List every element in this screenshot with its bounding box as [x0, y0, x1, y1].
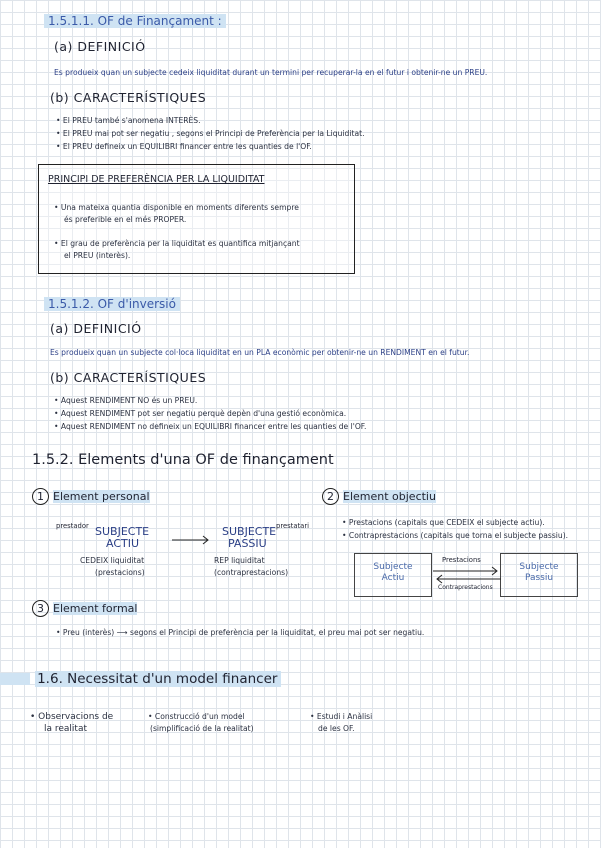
subjecte-passiu-l2: PASSIU [228, 537, 267, 550]
diagram-arrow-left [433, 574, 501, 584]
diagram-actiu-l1: Subjecte [373, 562, 413, 572]
heading-text: 1.6. Necessitat d'un model financer [35, 671, 281, 687]
diagram-subjecte-actiu [354, 553, 432, 597]
list-item: • Aquest RENDIMENT no defineix un EQUILIBRI financer entre les quanties de l'OF. [54, 422, 367, 431]
element-formal-title [32, 600, 137, 617]
number-1-badge: 1 [32, 488, 49, 505]
heading-text: 1.5.1.1. OF de Finançament : [44, 14, 226, 28]
definition-text-2: Es produeix quan un subjecte col·loca liquiditat en un PLA econòmic per obtenir-ne un RENDIMENT en el futur. [50, 348, 470, 357]
subjecte-actiu-l2: ACTIU [106, 537, 140, 550]
principle-bullet-2b: el PREU (interès). [64, 251, 131, 260]
principle-bullet-1a: • Una mateixa quantia disponible en moments diferents sempre [54, 203, 299, 212]
model-col2-l2: (simplificació de la realitat) [150, 724, 254, 733]
objectiu-bullet-1: • Prestacions (capitals que CEDEIX el subjecte actiu). [342, 518, 545, 527]
principle-title: PRINCIPI DE PREFERÈNCIA PER LA LIQUIDITAT [48, 174, 265, 185]
subheading-definicio: (a) DEFINICIÓ [54, 39, 146, 54]
prestador-label: prestador [56, 522, 89, 530]
element-personal-title [32, 488, 150, 505]
rep-l2: (contraprestacions) [214, 568, 289, 577]
section-heading-model [0, 668, 281, 687]
principle-bullet-1b: és preferible en el més PROPER. [64, 215, 187, 224]
rep-l1: REP liquiditat [214, 556, 265, 565]
section-heading-inversio [44, 297, 180, 311]
element-objectiu-label: Element objectiu [343, 490, 436, 503]
subheading-definicio-2: (a) DEFINICIÓ [50, 321, 142, 336]
model-col2-l1: • Construcció d'un model [148, 712, 245, 721]
element-formal-label: Element formal [53, 602, 138, 615]
section-heading-elements: 1.5.2. Elements d'una OF de finançament [32, 452, 334, 468]
list-item: • Aquest RENDIMENT NO és un PREU. [54, 396, 198, 405]
number-2-badge: 2 [322, 488, 339, 505]
model-col3-l2: de les OF. [318, 724, 355, 733]
heading-text: 1.5.1.2. OF d'inversió [44, 297, 180, 311]
diagram-actiu-l2: Actiu [381, 573, 405, 583]
subjecte-passiu-l1: SUBJECTE [222, 525, 277, 538]
cedeix-l1: CEDEIX liquiditat [80, 556, 145, 565]
number-3-badge: 3 [32, 600, 49, 617]
list-item: • El PREU mai pot ser negatiu , segons el Principi de Preferència per la Liquiditat. [56, 129, 365, 138]
list-item: • Aquest RENDIMENT pot ser negatiu perquè depèn d'una gestió econòmica. [54, 409, 347, 418]
diagram-passiu-l1: Subjecte [519, 562, 559, 572]
objectiu-bullet-2: • Contraprestacions (capitals que torna el subjecte passiu). [342, 531, 569, 540]
subheading-caracteristiques-2: (b) CARACTERÍSTIQUES [50, 370, 207, 385]
model-col1-l2: la realitat [44, 724, 88, 734]
model-col3-l1: • Estudi i Anàlisi [310, 712, 373, 721]
element-personal-label: Element personal [53, 490, 150, 503]
definition-text: Es produeix quan un subjecte cedeix liquiditat durant un termini per recuperar-la en el futur i obtenir-ne un PREU. [54, 68, 488, 77]
model-col1-l1: • Observacions de [30, 712, 114, 722]
personal-arrow [172, 534, 212, 546]
cedeix-l2: (prestacions) [95, 568, 145, 577]
subheading-caracteristiques: (b) CARACTERÍSTIQUES [50, 90, 207, 105]
heading-highlight [0, 673, 30, 685]
diagram-contraprestacions-label: Contraprestacions [438, 584, 493, 591]
diagram-prestacions-label: Prestacions [442, 556, 481, 564]
principle-bullet-2a: • El grau de preferència per la liquiditat es quantifica mitjançant [54, 239, 300, 248]
diagram-passiu-l2: Passiu [524, 573, 554, 583]
formal-bullet: • Preu (interès) ⟶ segons el Principi de preferència per la liquiditat, el preu mai pot ser negatiu. [56, 628, 425, 637]
section-heading-financament [44, 14, 226, 28]
list-item: • El PREU defineix un EQUILIBRI financer entre les quanties de l'OF. [56, 142, 312, 151]
element-objectiu-title [322, 488, 436, 505]
list-item: • El PREU també s'anomena INTERÈS. [56, 116, 201, 125]
prestatari-label: prestatari [276, 522, 310, 530]
diagram-subjecte-passiu [500, 553, 578, 597]
subjecte-actiu-l1: SUBJECTE [95, 525, 150, 538]
